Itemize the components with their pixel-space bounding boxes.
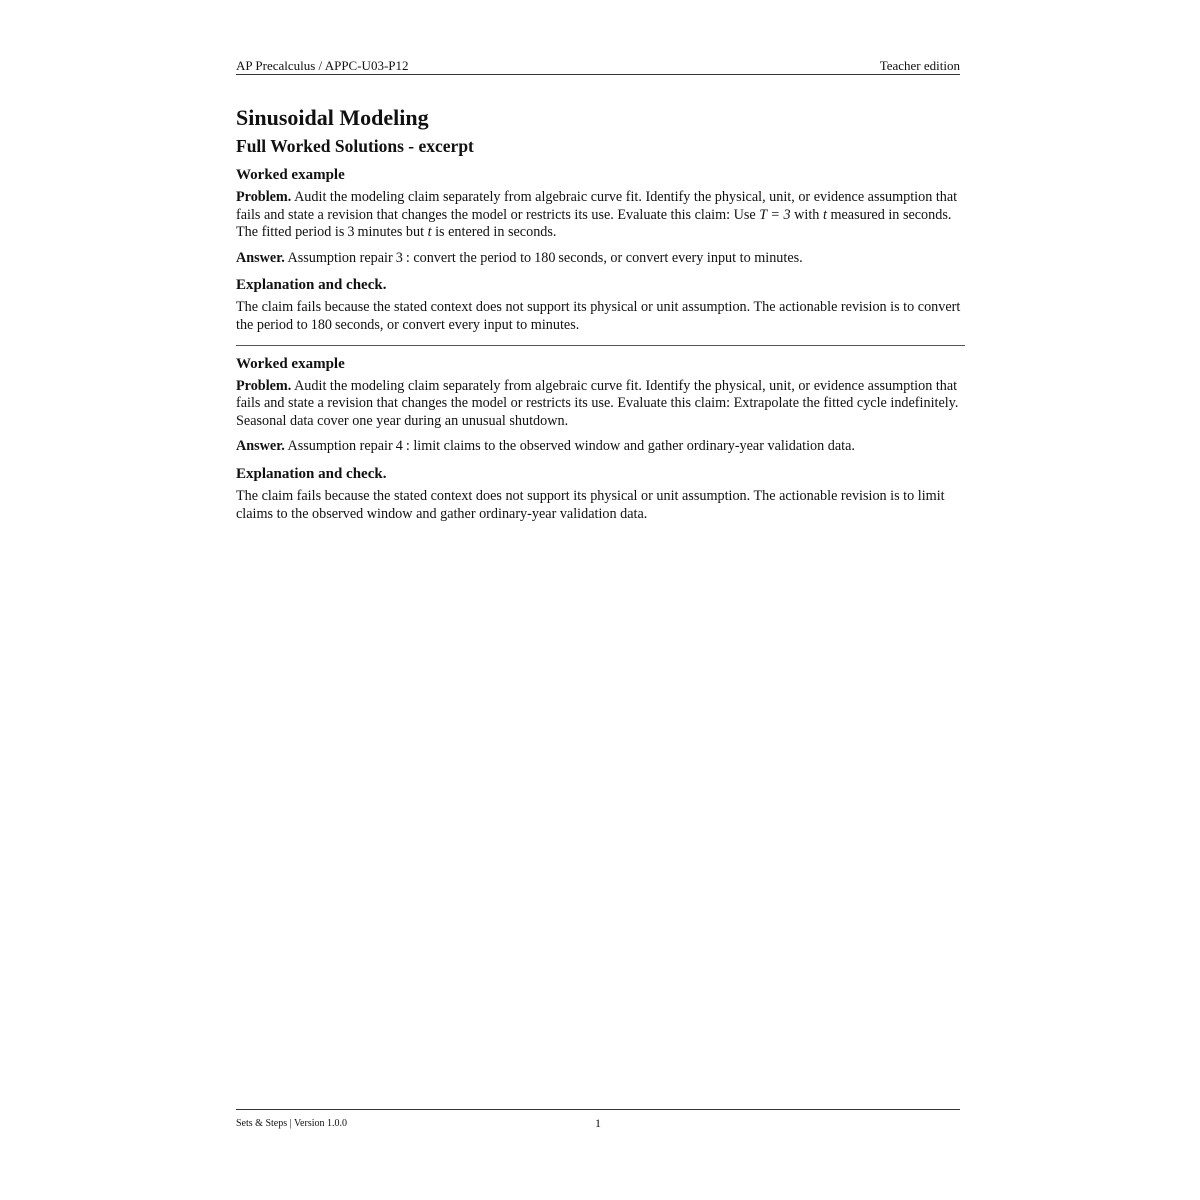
explanation-paragraph xyxy=(236,299,967,334)
answer-text: Assumption repair xyxy=(287,249,393,266)
math-number: 3 xyxy=(395,249,403,266)
math-number: 4 xyxy=(395,438,403,455)
explanation-text: seconds, or convert every input to minutes. xyxy=(335,316,580,333)
math-number: 180 xyxy=(310,316,332,333)
answer-label: Answer. xyxy=(236,438,285,455)
answer-text: seconds, or convert every input to minutes. xyxy=(558,249,803,266)
explanation-text: The claim fails because the stated context does not support its physical or unit assumption. The actionable revision is to convert the period to xyxy=(236,299,961,333)
math-number: 180 xyxy=(534,249,556,266)
answer-text: Assumption repair xyxy=(287,438,393,455)
problem-text: minutes but xyxy=(357,224,425,241)
math-number: 3 xyxy=(347,224,355,241)
page-subtitle: Full Worked Solutions - excerpt xyxy=(236,136,474,156)
header-edition: Teacher edition xyxy=(879,58,960,73)
worked-example-heading: Worked example xyxy=(236,167,345,183)
problem-text: Audit the modeling claim separately from algebraic curve fit. Identify the physical, unit, or evidence assumption that fails and state a revision that changes the model or restricts its use. Evaluate this claim: Extrapolate the fitted cycle indefinitely. Seasonal data cover one year during an unusual shutdown. xyxy=(236,377,959,429)
worked-example-2 xyxy=(236,355,967,524)
document-body xyxy=(236,104,967,531)
problem-text: measured in seconds. The fitted period is xyxy=(236,206,952,241)
problem-text: is entered in seconds. xyxy=(435,224,557,241)
math-variable-t: t xyxy=(427,224,432,241)
worked-example-heading: Worked example xyxy=(236,355,345,372)
header-course-code: AP Precalculus / APPC-U03-P12 xyxy=(236,58,409,73)
problem-label: Problem. xyxy=(236,189,292,205)
worked-example-1 xyxy=(236,166,967,335)
running-header xyxy=(236,58,960,75)
explanation-heading: Explanation and check. xyxy=(236,277,387,294)
explanation-heading: Explanation and check. xyxy=(236,465,387,482)
answer-text: : convert the period to xyxy=(405,249,532,266)
problem-label: Problem. xyxy=(236,377,292,394)
explanation-paragraph: The claim fails because the stated context does not support its physical or unit assumption. The actionable revision is to limit claims to the observed window and gather ordinary-year validation data. xyxy=(236,487,945,522)
answer-text: : limit claims to the observed window and gather ordinary-year validation data. xyxy=(405,438,855,455)
math-period-expression: T = 3 xyxy=(759,206,791,223)
answer-label: Answer. xyxy=(236,249,285,266)
problem-text: with xyxy=(794,206,820,223)
math-variable-t: t xyxy=(822,206,827,223)
section-divider xyxy=(236,345,965,346)
page-number: 1 xyxy=(595,1116,601,1130)
answer-paragraph xyxy=(236,438,967,456)
running-footer xyxy=(236,1109,960,1134)
problem-paragraph xyxy=(236,189,967,242)
page-title: Sinusoidal Modeling xyxy=(236,105,429,130)
problem-text: Audit the modeling claim separately from algebraic curve fit. Identify the physical, unit, or evidence assumption that fails and state a revision that changes the model or restricts its use. Evaluate this claim: Use xyxy=(236,189,958,223)
problem-paragraph xyxy=(236,378,967,431)
footer-version: Sets & Steps | Version 1.0.0 xyxy=(236,1118,347,1129)
answer-paragraph xyxy=(236,250,967,268)
